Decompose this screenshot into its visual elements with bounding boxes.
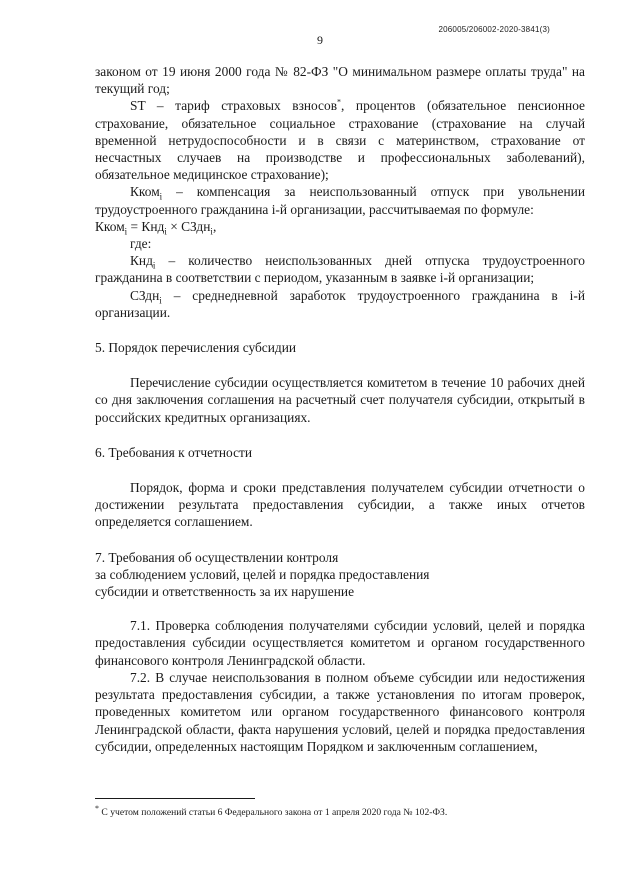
spacer	[95, 531, 585, 549]
knd-subscript: i	[152, 260, 156, 271]
formula	[95, 218, 585, 235]
szdn-text: – среднедневной заработок трудоустроенного гражданина в i-й организации.	[95, 287, 585, 320]
section-7-heading-line-1: 7. Требования об осуществлении контроля	[95, 549, 339, 565]
st-tariff-lead: ST – тариф страховых взносов	[130, 98, 338, 114]
knd-term: Кнд	[130, 253, 153, 269]
formula-subscript: i	[164, 226, 167, 237]
footnote-divider	[95, 798, 255, 799]
paragraph-knd	[95, 252, 585, 286]
where-label: где:	[130, 236, 152, 252]
document-body	[95, 63, 585, 755]
paragraph-st-tariff	[95, 97, 585, 183]
spacer	[95, 600, 585, 617]
section-5-text: Перечисление субсидии осуществляется комитетом в течение 10 рабочих дней со дня заключения соглашения на расчетный счет получателя субсидии, открытый в российских кредитных организациях.	[95, 375, 585, 425]
section-5-heading: 5. Порядок перечисления субсидии	[95, 340, 297, 356]
formula-subscript: i	[210, 226, 213, 237]
kkom-term: Кком	[130, 184, 160, 200]
section-6-text: Порядок, форма и сроки представления получателем субсидии отчетности о достижении результата предоставления субсидии, а также иных отчетов определяется соглашением.	[95, 480, 585, 530]
section-6-heading: 6. Требования к отчетности	[95, 444, 253, 460]
kkom-text: – компенсация за неиспользованный отпуск при увольнении трудоустроенного гражданина i-й организации, рассчитываемая по формуле:	[95, 184, 585, 217]
footnote-text: С учетом положений статьи 6 Федерального закона от 1 апреля 2020 года № 102-ФЗ.	[99, 807, 448, 818]
spacer	[95, 356, 585, 374]
paragraph-7-1: 7.1. Проверка соблюдения получателями субсидии условий, целей и порядка предоставления субсидии осуществляется комитетом и органом государственного финансового контроля Ленинградской области.	[95, 618, 585, 668]
formula-subscript: i	[124, 226, 128, 237]
paragraph-7-2: 7.2. В случае неиспользования в полном объеме субсидии или недостижения результата предоставления субсидии, а также установления по итогам проверок, проведенных комитетом или органом государственного финансового контроля Ленинградской области, факта нарушения условий, целей и порядка предоставления субсидии, определенных настоящим Порядком и заключенным соглашением,	[95, 669, 585, 754]
spacer	[95, 426, 585, 444]
document-id: 206005/206002-2020-3841(3)	[438, 25, 550, 34]
section-7-heading-line-2: за соблюдением условий, целей и порядка предоставления	[95, 566, 430, 582]
paragraph-szdn	[95, 287, 585, 321]
page-number: 9	[317, 33, 323, 47]
footnote	[95, 803, 590, 819]
st-tariff-text: , процентов (обязательное пенсионное страхование, обязательное социальное страхование (страхование на случай временной нетрудоспособности и в связи с материнством, страхование от несчастных случаев на производстве и профессиональных заболеваний), обязательное медицинское страхование);	[95, 98, 585, 183]
kkom-subscript: i	[159, 192, 163, 203]
spacer	[95, 321, 585, 339]
formula-part: × СЗдн	[166, 218, 211, 234]
footnote-mark: *	[95, 803, 99, 813]
paragraph-kkom	[95, 183, 585, 217]
section-7-heading-line-3: субсидии и ответственность за их нарушение	[95, 584, 355, 600]
paragraph-minimum-wage: законом от 19 июня 2000 года № 82-ФЗ "О минимальном размере оплаты труда" на текущий год;	[95, 64, 585, 97]
szdn-term: СЗдн	[130, 287, 160, 303]
spacer	[95, 461, 585, 479]
knd-text: – количество неиспользованных дней отпуска трудоустроенного гражданина в соответствии с периодом, указанным в заявке i-й организации;	[95, 253, 585, 286]
formula-part: = Кнд	[127, 218, 165, 234]
szdn-subscript: i	[159, 295, 162, 306]
footnote-marker: *	[337, 97, 342, 107]
formula-part: Кком	[95, 218, 125, 234]
formula-part: ,	[212, 218, 217, 234]
